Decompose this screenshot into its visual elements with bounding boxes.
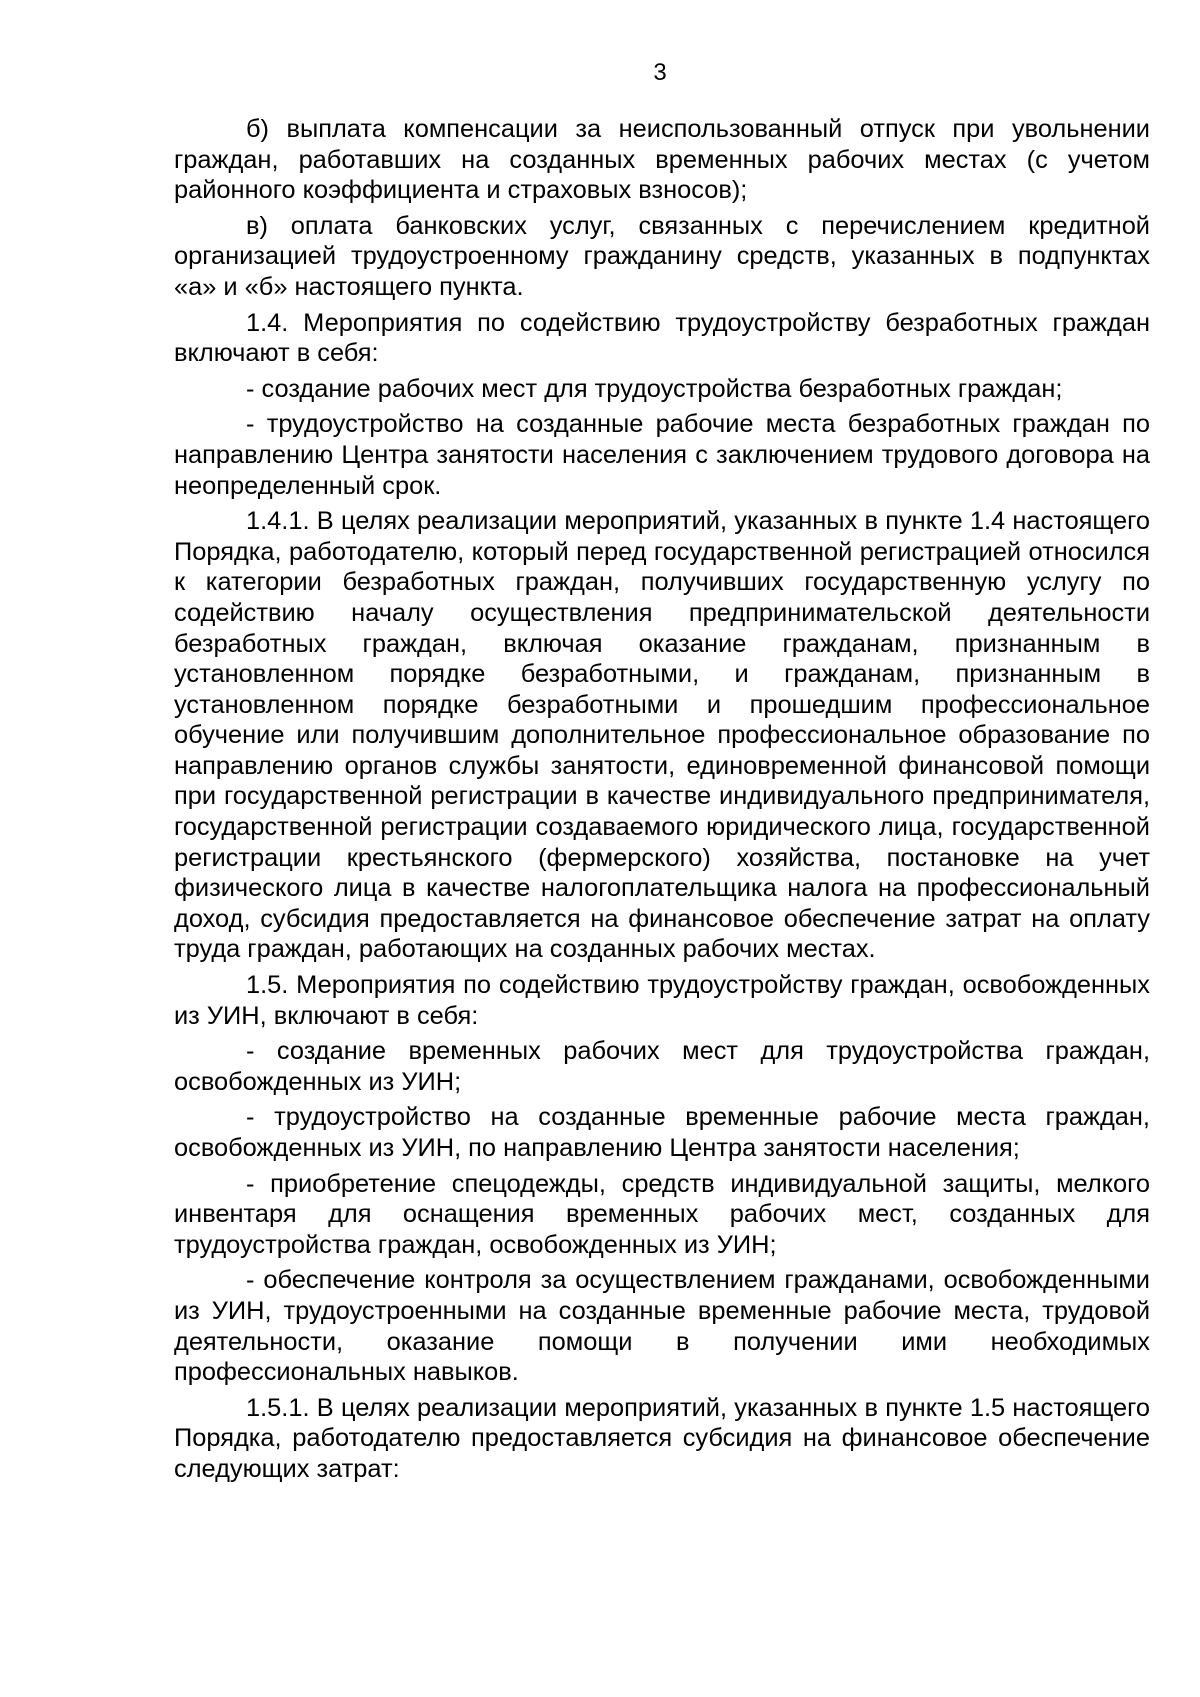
paragraph-v-bank-services: в) оплата банковских услуг, связанных с перечислением кредитной организацией трудоустроенному гражданину средств, указанных в подпунктах «а» и «б» настоящего пункта. — [174, 211, 1150, 301]
list-item-create-temporary-workplaces: - создание временных рабочих мест для трудоустройства граждан, освобожденных из УИН; — [174, 1037, 1150, 1096]
paragraph-b-vacation-compensation: б) выплата компенсации за неиспользованный отпуск при увольнении граждан, работавших на созданных временных рабочих местах (с учетом районного коэффициента и страховых взносов); — [174, 115, 1150, 205]
paragraph-1-4-1: 1.4.1. В целях реализации мероприятий, указанных в пункте 1.4 настоящего Порядка, работодателю, который перед государственной регистрацией относился к категории безработных граждан, получивших государственную услугу по содействию началу осуществления предпринимательской деятельности безработных граждан, включая оказание гражданам, признанным в установленном порядке безработными, и гражданам, признанным в установленном порядке безработными и прошедшим профессиональное обучение или получившим дополнительное профессиональное образование по направлению органов службы занятости, единовременной финансовой помощи при государственной регистрации в качестве индивидуального предпринимателя, государственной регистрации создаваемого юридического лица, государственной регистрации крестьянского (фермерского) хозяйства, постановке на учет физического лица в качестве налогоплательщика налога на профессиональный доход, субсидия предоставляется на финансовое обеспечение затрат на оплату труда граждан, работающих на созданных рабочих местах. — [174, 507, 1150, 964]
paragraph-1-4-heading: 1.4. Мероприятия по содействию трудоустройству безработных граждан включают в себя: — [174, 308, 1150, 368]
list-item-control-and-assistance: - обеспечение контроля за осуществлением гражданами, освобожденными из УИН, трудоустроенными на созданные временные рабочие места, трудовой деятельности, оказание помощи в получении ими необходимых профессиональных навыков. — [174, 1266, 1150, 1387]
paragraph-1-5-1: 1.5.1. В целях реализации мероприятий, указанных в пункте 1.5 настоящего Порядка, работодателю предоставляется субсидия на финансовое обеспечение следующих затрат: — [174, 1393, 1150, 1483]
list-item-employment-unemployed: - трудоустройство на созданные рабочие места безработных граждан по направлению Центра занятости населения с заключением трудового договора на неопределенный срок. — [174, 410, 1150, 500]
list-item-create-workplaces: - создание рабочих мест для трудоустройства безработных граждан; — [246, 374, 1063, 403]
list-item-employment-released: - трудоустройство на созданные временные рабочие места граждан, освобожденных из УИН, по направлению Центра занятости населения; — [174, 1103, 1150, 1162]
paragraph-1-5-heading: 1.5. Мероприятия по содействию трудоустройству граждан, освобожденных из УИН, включают в себя: — [174, 971, 1150, 1030]
document-body — [174, 114, 1150, 1490]
list-item-purchase-equipment: - приобретение спецодежды, средств индивидуальной защиты, мелкого инвентаря для оснащения временных рабочих мест, созданных для трудоустройства граждан, освобожденных из УИН; — [174, 1169, 1150, 1259]
page-number: 3 — [653, 59, 667, 86]
